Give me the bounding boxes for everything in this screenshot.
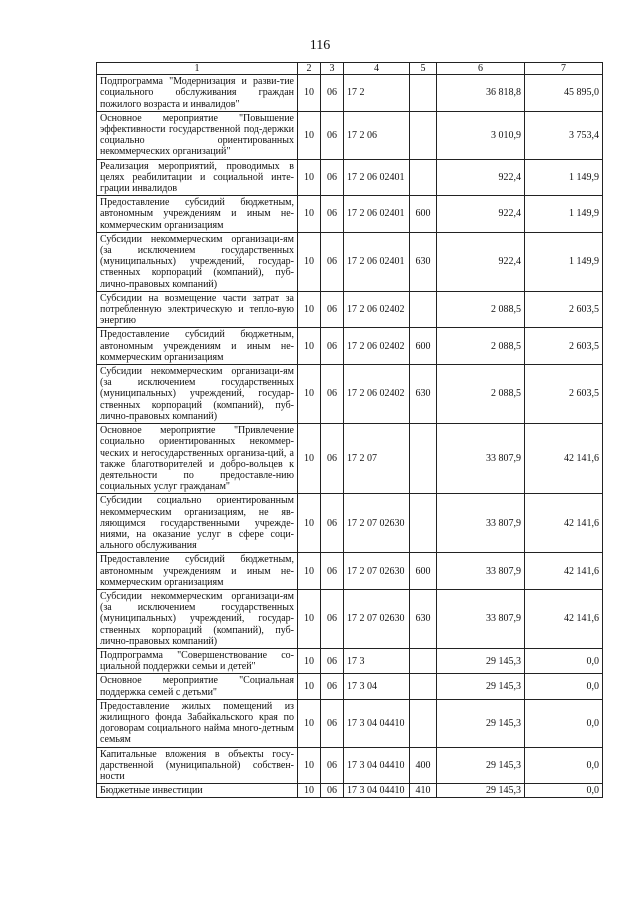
expense-type-code [410, 424, 437, 494]
amount-year-1: 33 807,9 [437, 424, 525, 494]
amount-year-1: 29 145,3 [437, 747, 525, 784]
expense-type-code [410, 494, 437, 553]
section-code: 10 [298, 589, 321, 648]
amount-year-2: 0,0 [525, 699, 603, 747]
target-article-code: 17 3 04 [344, 674, 410, 699]
budget-table [96, 62, 603, 798]
section-code: 10 [298, 232, 321, 291]
target-article-code: 17 2 07 02630 [344, 553, 410, 590]
section-code: 10 [298, 648, 321, 673]
subsection-code: 06 [321, 674, 344, 699]
amount-year-1: 33 807,9 [437, 589, 525, 648]
amount-year-2: 1 149,9 [525, 159, 603, 196]
target-article-code: 17 2 06 02402 [344, 365, 410, 424]
target-article-code: 17 3 04 04410 [344, 699, 410, 747]
table-row [97, 75, 603, 112]
amount-year-1: 29 145,3 [437, 699, 525, 747]
amount-year-2: 3 753,4 [525, 111, 603, 159]
column-header: 3 [321, 63, 344, 75]
subsection-code: 06 [321, 424, 344, 494]
table-row [97, 159, 603, 196]
section-code: 10 [298, 196, 321, 233]
subsection-code: 06 [321, 159, 344, 196]
target-article-code: 17 2 07 02630 [344, 494, 410, 553]
item-name: Основное мероприятие "Социальная поддержка семей с детьми" [97, 674, 298, 699]
subsection-code: 06 [321, 196, 344, 233]
section-code: 10 [298, 494, 321, 553]
amount-year-1: 3 010,9 [437, 111, 525, 159]
section-code: 10 [298, 111, 321, 159]
expense-type-code: 630 [410, 232, 437, 291]
section-code: 10 [298, 291, 321, 328]
section-code: 10 [298, 784, 321, 798]
item-name: Подпрограмма "Совершенствование со-циальной поддержки семьи и детей" [97, 648, 298, 673]
subsection-code: 06 [321, 699, 344, 747]
item-name: Предоставление субсидий бюджетным, автономным учреждениям и иным не-коммерческим организациям [97, 196, 298, 233]
amount-year-1: 922,4 [437, 232, 525, 291]
item-name: Субсидии социально ориентированным некоммерческим организациям, не яв-ляющимся государственными учрежде-ниями, на оказание услуг в сфере соци-ального обслуживания [97, 494, 298, 553]
expense-type-code: 600 [410, 328, 437, 365]
item-name: Субсидии некоммерческим организаци-ям (за исключением государственных (муниципальных) учреждений, государ-ственных корпораций (компаний), пуб-лично-правовых компаний) [97, 589, 298, 648]
column-header: 1 [97, 63, 298, 75]
target-article-code: 17 2 07 02630 [344, 589, 410, 648]
section-code: 10 [298, 553, 321, 590]
table-row [97, 674, 603, 699]
table-row [97, 699, 603, 747]
subsection-code: 06 [321, 589, 344, 648]
target-article-code: 17 2 06 02402 [344, 328, 410, 365]
table-row [97, 589, 603, 648]
amount-year-1: 922,4 [437, 159, 525, 196]
subsection-code: 06 [321, 747, 344, 784]
table-row [97, 196, 603, 233]
amount-year-1: 29 145,3 [437, 784, 525, 798]
table-body [97, 75, 603, 798]
page-number: 116 [309, 38, 331, 53]
amount-year-2: 0,0 [525, 648, 603, 673]
section-code: 10 [298, 159, 321, 196]
amount-year-2: 0,0 [525, 674, 603, 699]
column-header: 5 [410, 63, 437, 75]
section-code: 10 [298, 328, 321, 365]
subsection-code: 06 [321, 291, 344, 328]
item-name: Субсидии некоммерческим организаци-ям (за исключением государственных (муниципальных) учреждений, государ-ственных корпораций (компаний), пуб-лично-правовых компаний) [97, 365, 298, 424]
expense-type-code [410, 111, 437, 159]
target-article-code: 17 2 06 02401 [344, 159, 410, 196]
expense-type-code: 410 [410, 784, 437, 798]
table-row [97, 747, 603, 784]
expense-type-code [410, 674, 437, 699]
item-name: Предоставление субсидий бюджетным, автономным учреждениям и иным не-коммерческим организациям [97, 553, 298, 590]
subsection-code: 06 [321, 328, 344, 365]
target-article-code: 17 3 04 04410 [344, 784, 410, 798]
amount-year-1: 2 088,5 [437, 291, 525, 328]
subsection-code: 06 [321, 111, 344, 159]
expense-type-code [410, 75, 437, 112]
expense-type-code [410, 699, 437, 747]
section-code: 10 [298, 674, 321, 699]
expense-type-code: 600 [410, 553, 437, 590]
amount-year-1: 36 818,8 [437, 75, 525, 112]
item-name: Подпрограмма "Модернизация и разви-тие социального обслуживания граждан пожилого возраста и инвалидов" [97, 75, 298, 112]
target-article-code: 17 3 [344, 648, 410, 673]
subsection-code: 06 [321, 232, 344, 291]
subsection-code: 06 [321, 494, 344, 553]
column-header: 6 [437, 63, 525, 75]
amount-year-1: 29 145,3 [437, 674, 525, 699]
column-header: 7 [525, 63, 603, 75]
amount-year-2: 2 603,5 [525, 328, 603, 365]
amount-year-1: 33 807,9 [437, 494, 525, 553]
target-article-code: 17 2 06 02402 [344, 291, 410, 328]
item-name: Бюджетные инвестиции [97, 784, 298, 798]
table-row [97, 494, 603, 553]
item-name: Субсидии на возмещение части затрат за потребленную электрическую и тепло-вую энергию [97, 291, 298, 328]
target-article-code: 17 2 06 02401 [344, 196, 410, 233]
target-article-code: 17 2 06 02401 [344, 232, 410, 291]
amount-year-2: 42 141,6 [525, 553, 603, 590]
subsection-code: 06 [321, 553, 344, 590]
table-row [97, 328, 603, 365]
amount-year-1: 2 088,5 [437, 328, 525, 365]
amount-year-1: 922,4 [437, 196, 525, 233]
table-row [97, 784, 603, 798]
expense-type-code [410, 648, 437, 673]
item-name: Предоставление жилых помещений из жилищного фонда Забайкальского края по договорам социального найма много-детным семьям [97, 699, 298, 747]
amount-year-2: 42 141,6 [525, 589, 603, 648]
target-article-code: 17 2 [344, 75, 410, 112]
section-code: 10 [298, 75, 321, 112]
subsection-code: 06 [321, 784, 344, 798]
item-name: Предоставление субсидий бюджетным, автономным учреждениям и иным не-коммерческим организациям [97, 328, 298, 365]
section-code: 10 [298, 424, 321, 494]
expense-type-code [410, 159, 437, 196]
amount-year-1: 2 088,5 [437, 365, 525, 424]
expense-type-code: 630 [410, 589, 437, 648]
table-row [97, 648, 603, 673]
table-row [97, 232, 603, 291]
table-row [97, 365, 603, 424]
header-row [97, 63, 603, 75]
table-row [97, 291, 603, 328]
amount-year-1: 33 807,9 [437, 553, 525, 590]
section-code: 10 [298, 747, 321, 784]
amount-year-2: 2 603,5 [525, 291, 603, 328]
expense-type-code [410, 291, 437, 328]
target-article-code: 17 3 04 04410 [344, 747, 410, 784]
target-article-code: 17 2 06 [344, 111, 410, 159]
amount-year-1: 29 145,3 [437, 648, 525, 673]
expense-type-code: 400 [410, 747, 437, 784]
table-row [97, 111, 603, 159]
item-name: Реализация мероприятий, проводимых в целях реабилитации и социальной инте-грации инвалидов [97, 159, 298, 196]
amount-year-2: 45 895,0 [525, 75, 603, 112]
amount-year-2: 0,0 [525, 784, 603, 798]
amount-year-2: 1 149,9 [525, 196, 603, 233]
section-code: 10 [298, 699, 321, 747]
item-name: Субсидии некоммерческим организаци-ям (за исключением государственных (муниципальных) учреждений, государ-ственных корпораций (компаний), пуб-лично-правовых компаний) [97, 232, 298, 291]
table-row [97, 553, 603, 590]
subsection-code: 06 [321, 648, 344, 673]
amount-year-2: 1 149,9 [525, 232, 603, 291]
amount-year-2: 2 603,5 [525, 365, 603, 424]
amount-year-2: 42 141,6 [525, 494, 603, 553]
amount-year-2: 0,0 [525, 747, 603, 784]
column-header: 2 [298, 63, 321, 75]
expense-type-code: 600 [410, 196, 437, 233]
subsection-code: 06 [321, 365, 344, 424]
item-name: Основное мероприятие "Повышение эффективности государственной под-держки социально ориентированных некоммерческих организаций" [97, 111, 298, 159]
subsection-code: 06 [321, 75, 344, 112]
section-code: 10 [298, 365, 321, 424]
table-row [97, 424, 603, 494]
item-name: Капитальные вложения в объекты госу-дарственной (муниципальной) собствен-ности [97, 747, 298, 784]
amount-year-2: 42 141,6 [525, 424, 603, 494]
item-name: Основное мероприятие "Привлечение социально ориентированных некоммер-ческих и негосударственных организа-ций, а также благотворителей и добро-вольцев к деятельности по предоставле-нию социальных услуг гражданам" [97, 424, 298, 494]
column-header: 4 [344, 63, 410, 75]
expense-type-code: 630 [410, 365, 437, 424]
target-article-code: 17 2 07 [344, 424, 410, 494]
